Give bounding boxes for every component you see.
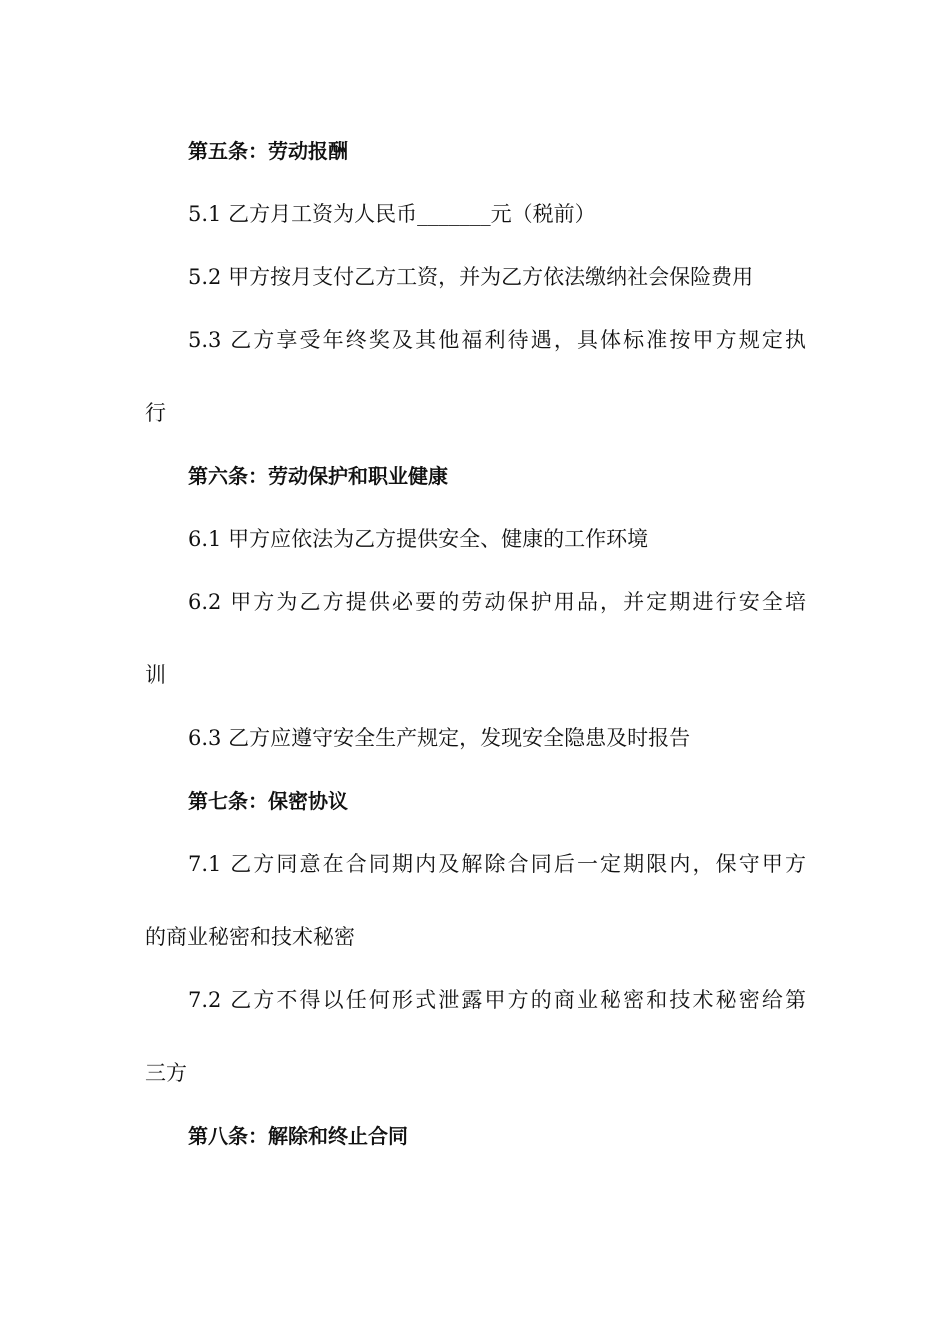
section-heading-6: 第六条：劳动保护和职业健康 [188, 464, 448, 488]
clause-7-2: 7.2 乙方不得以任何形式泄露甲方的商业秘密和技术秘密给第 [188, 988, 806, 1012]
section-heading-8: 第八条：解除和终止合同 [188, 1124, 408, 1148]
clause-6-1: 6.1 甲方应依法为乙方提供安全、健康的工作环境 [188, 527, 649, 551]
clause-7-1-continuation: 的商业秘密和技术秘密 [145, 925, 355, 949]
clause-5-3-continuation: 行 [145, 401, 166, 425]
clause-5-1: 5.1 乙方月工资为人民币_______元（税前） [188, 202, 596, 226]
section-heading-5: 第五条：劳动报酬 [188, 139, 348, 163]
clause-7-1: 7.1 乙方同意在合同期内及解除合同后一定期限内，保守甲方 [188, 852, 806, 876]
clause-6-2-continuation: 训 [145, 663, 166, 687]
section-heading-7: 第七条：保密协议 [188, 789, 348, 813]
clause-5-2: 5.2 甲方按月支付乙方工资，并为乙方依法缴纳社会保险费用 [188, 265, 754, 289]
clause-5-3: 5.3 乙方享受年终奖及其他福利待遇，具体标准按甲方规定执 [188, 328, 806, 352]
clause-6-2: 6.2 甲方为乙方提供必要的劳动保护用品，并定期进行安全培 [188, 590, 806, 614]
clause-7-2-continuation: 三方 [145, 1061, 187, 1085]
clause-6-3: 6.3 乙方应遵守安全生产规定，发现安全隐患及时报告 [188, 726, 691, 750]
